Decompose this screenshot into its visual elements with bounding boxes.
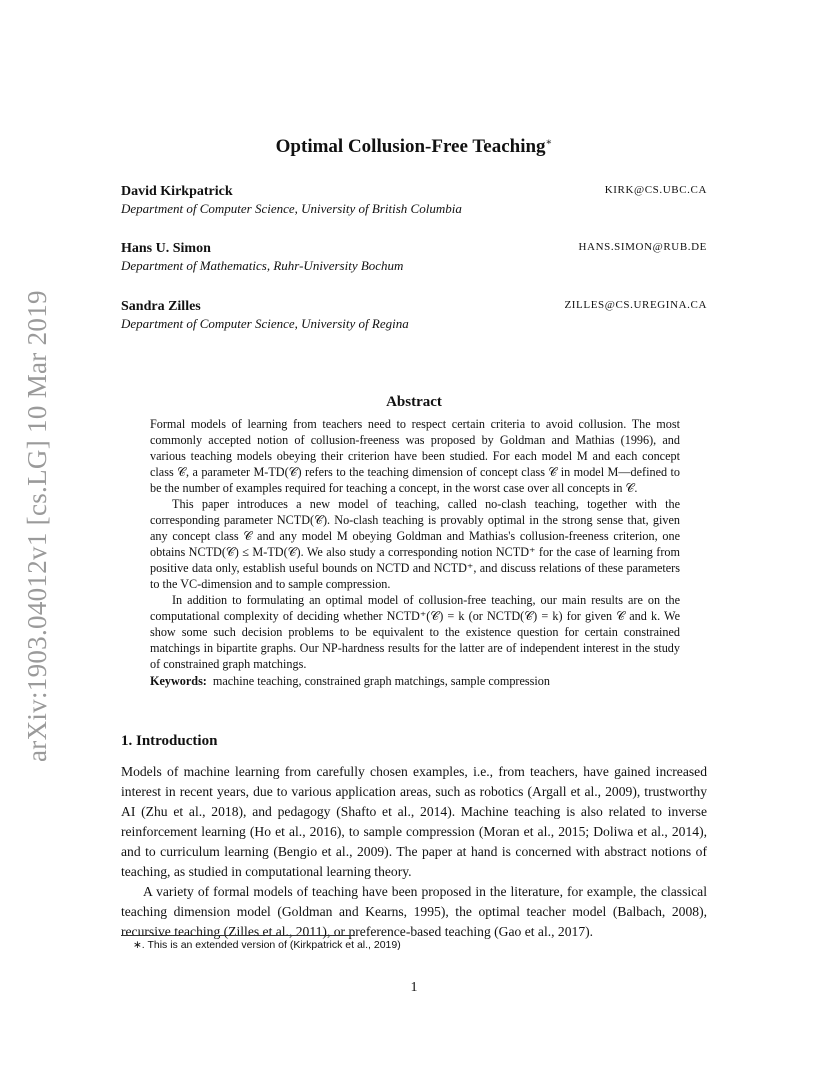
title-text: Optimal Collusion-Free Teaching — [275, 136, 546, 157]
arxiv-identifier: arXiv:1903.04012v1 [cs.LG] 10 Mar 2019 — [22, 290, 52, 762]
author-block — [121, 182, 707, 217]
author-name: Hans U. Simon — [121, 241, 211, 256]
body-paragraph: Models of machine learning from carefully chosen examples, i.e., from teachers, have gained increased interest in recent years, due to various application areas, such as robotics (Argall et al., 2009), trustworthy AI (Zhu et al., 2018), and pedagogy (Shafto et al., 2014). Machine teaching is also related to inverse reinforcement learning (Ho et al., 2016), to sample compression (Moran et al., 2015; Doliwa et al., 2014), and to curriculum learning (Bengio et al., 2009). The paper at hand is concerned with abstract notions of teaching, as studied in computational learning theory. — [121, 764, 707, 879]
author-affiliation: Department of Computer Science, University of Regina — [121, 316, 409, 331]
author-block — [121, 239, 707, 274]
keywords-label: Keywords: — [150, 674, 207, 688]
paper-title — [0, 136, 828, 158]
footnote: ∗. This is an extended version of (Kirkpatrick et al., 2019) — [133, 939, 401, 951]
abstract-paragraph: In addition to formulating an optimal model of collusion-free teaching, our main results are on the computational complexity of deciding whether NCTD⁺(𝒞) = k (or NCTD(𝒞) = k) for given 𝒞 and k. We show some such decision problems to be equivalent to the existence question for certain constrained matchings in bipartite graphs. Our NP-hardness results for the latter are of independent interest in the study of constrained graph matchings. — [150, 593, 680, 671]
author-name: Sandra Zilles — [121, 299, 201, 314]
keywords-list: machine teaching, constrained graph matchings, sample compression — [212, 674, 550, 688]
page-number: 1 — [410, 980, 418, 995]
abstract-heading: Abstract — [386, 394, 442, 410]
author-email: HANS.SIMON@RUB.DE — [578, 241, 707, 253]
author-block — [121, 297, 707, 332]
footnote-rule — [121, 935, 355, 936]
author-affiliation: Department of Computer Science, University of British Columbia — [121, 201, 462, 216]
author-email: KIRK@CS.UBC.CA — [604, 184, 707, 196]
abstract-body — [150, 416, 680, 689]
abstract-paragraph: This paper introduces a new model of teaching, called no-clash teaching, together with the corresponding parameter NCTD(𝒞). No-clash teaching is provably optimal in the strong sense that, given any concept class 𝒞 and any model M obeying Goldman and Mathias's collusion-freeness criterion, one obtains NCTD(𝒞) ≤ M-TD(𝒞). We also study a corresponding notion NCTD⁺ for the case of learning from positive data only, establish useful bounds on NCTD and NCTD⁺, and discuss relations of these parameters to the VC-dimension and to sample compression. — [150, 497, 680, 591]
title-footnote-marker: ∗ — [545, 137, 553, 148]
keywords-line — [150, 673, 680, 689]
body-paragraph: A variety of formal models of teaching have been proposed in the literature, for example, the classical teaching dimension model (Goldman and Kearns, 1995), the optimal teacher model (Balbach, 2008), recursive teaching (Zilles et al., 2011), or preference-based teaching (Gao et al., 2017). — [121, 884, 707, 939]
abstract-paragraph: Formal models of learning from teachers need to respect certain criteria to avoid collusion. The most commonly accepted notion of collusion-freeness was proposed by Goldman and Mathias (1996), and various teaching models obeying their criterion have been studied. For each model M and each concept class 𝒞, a parameter M-TD(𝒞) refers to the teaching dimension of concept class 𝒞 in model M—defined to be the number of examples required for teaching a concept, in the worst case over all concepts in 𝒞. — [150, 417, 680, 495]
section-body — [121, 762, 707, 942]
author-affiliation: Department of Mathematics, Ruhr-University Bochum — [121, 258, 404, 273]
section-heading: 1. Introduction — [121, 733, 218, 749]
author-email: ZILLES@CS.UREGINA.CA — [564, 299, 707, 311]
author-name: David Kirkpatrick — [121, 184, 233, 199]
